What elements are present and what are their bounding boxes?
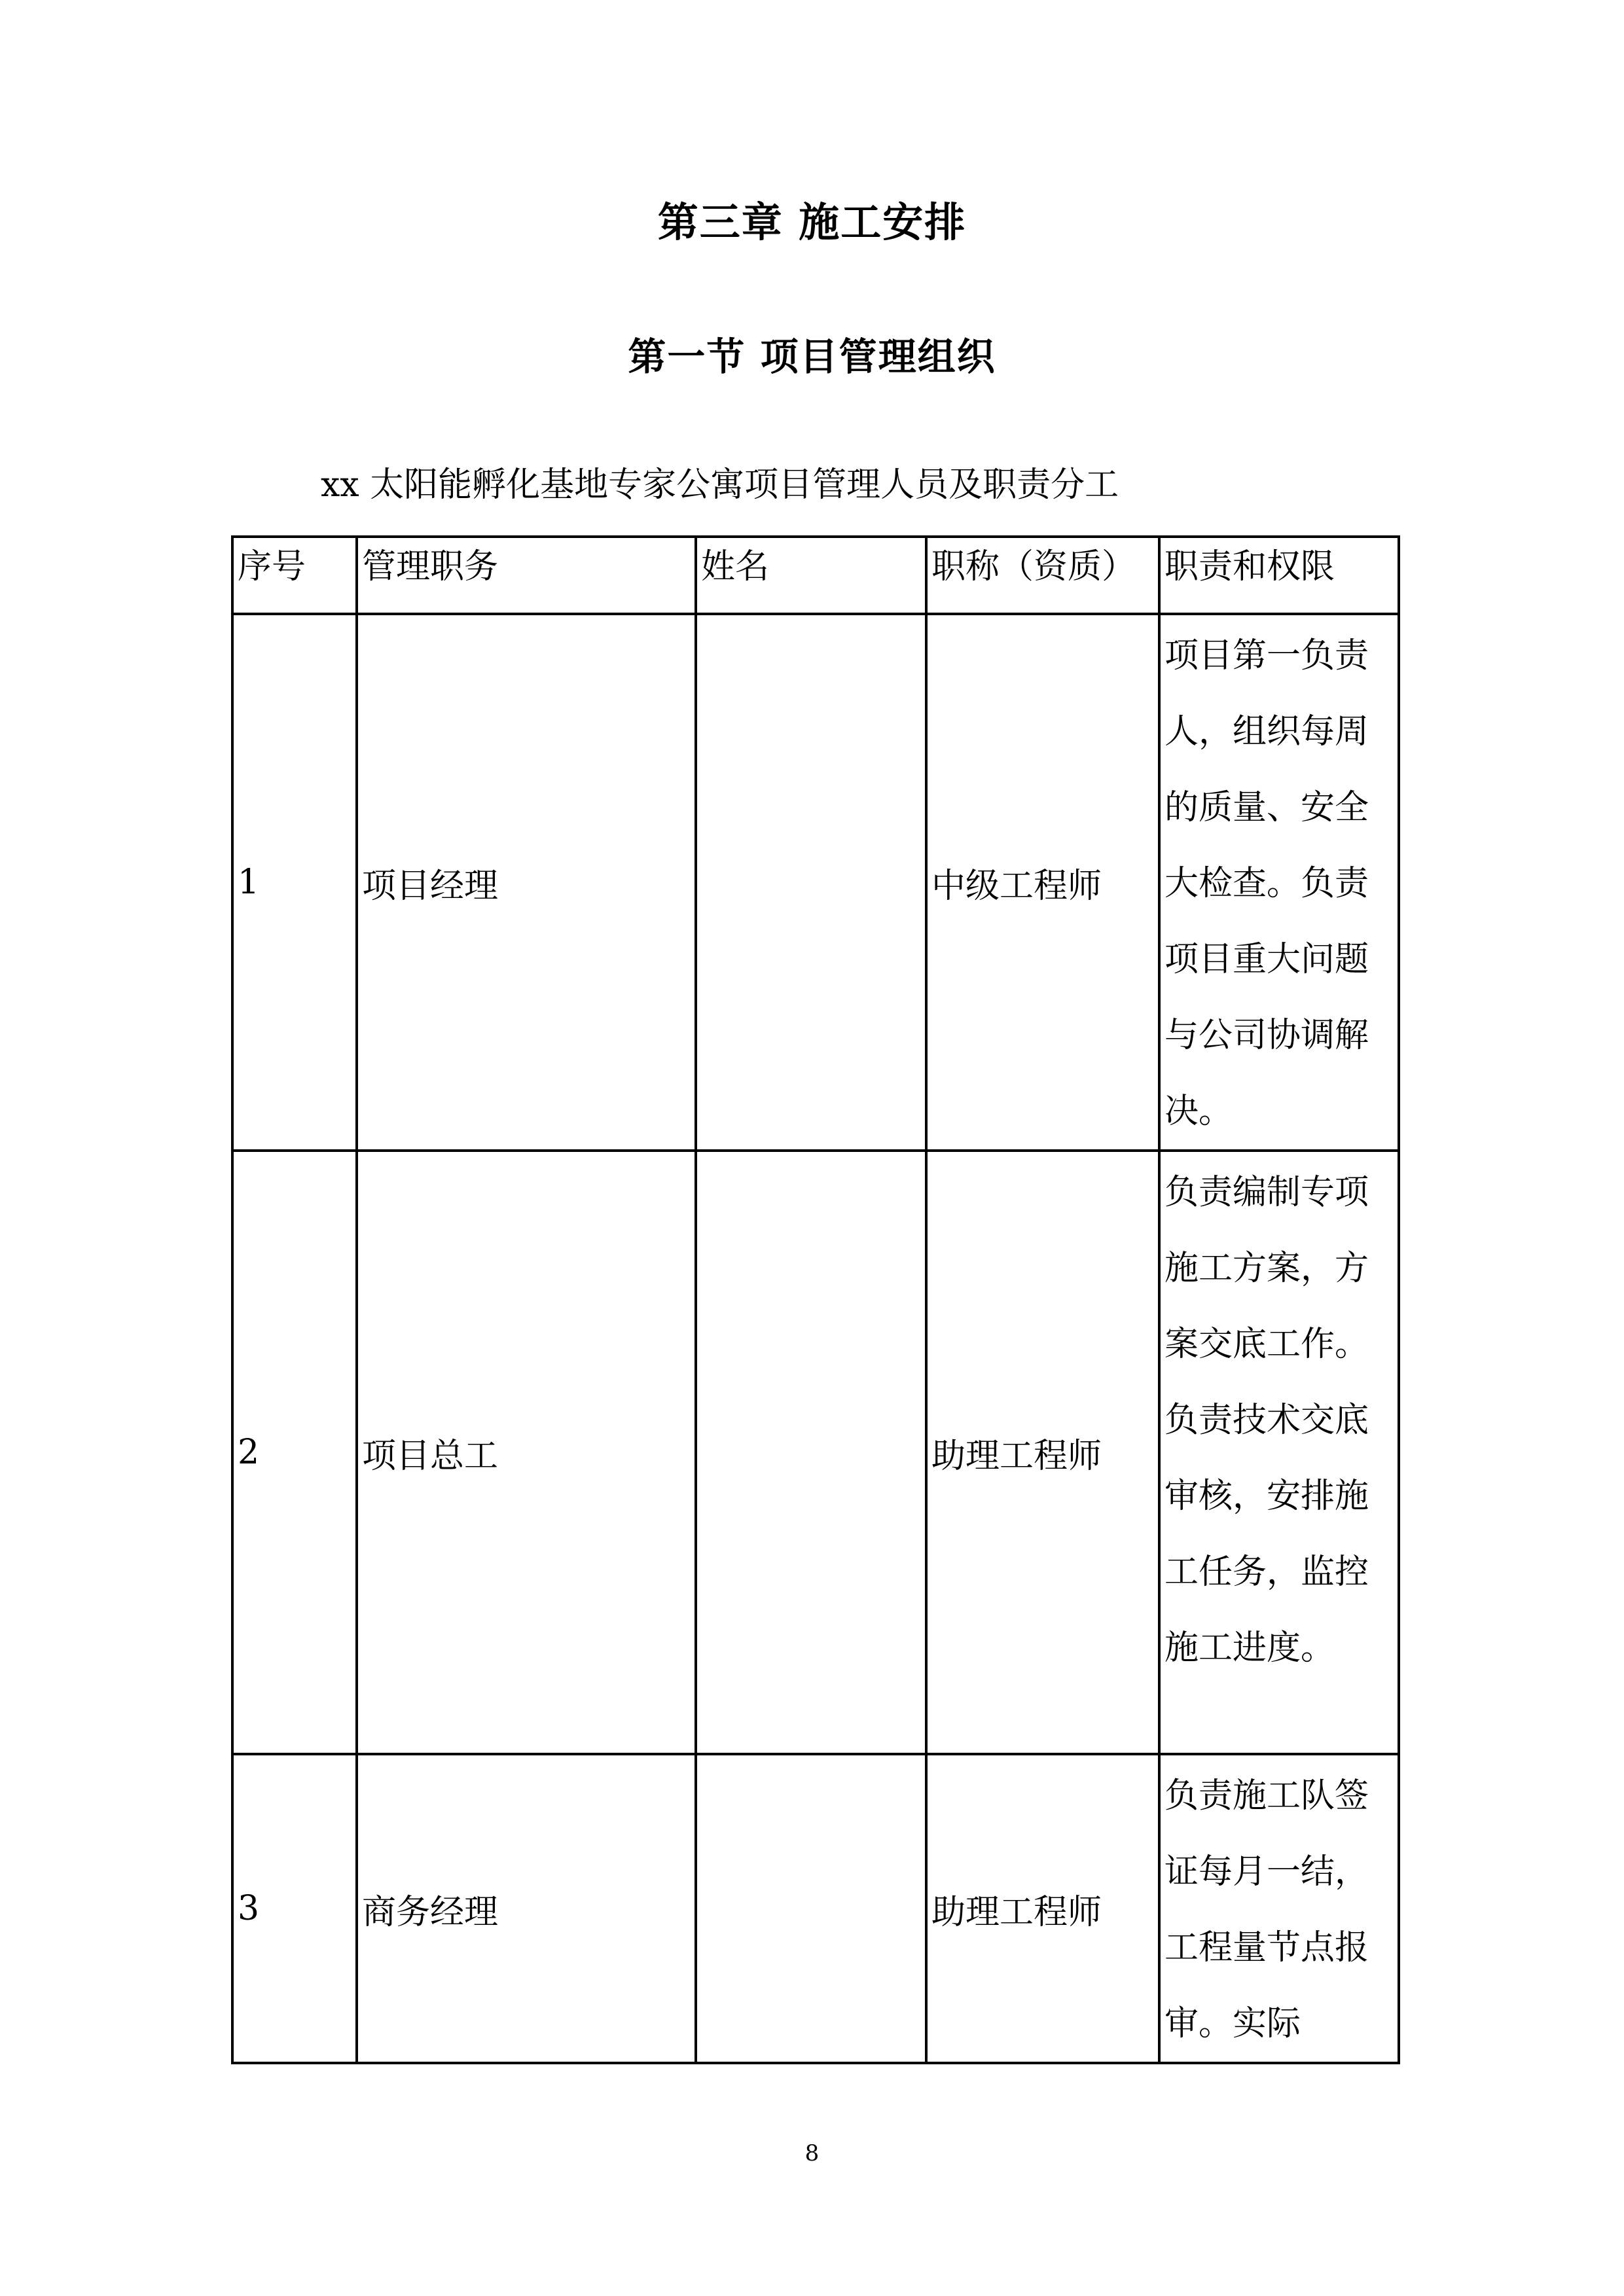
header-cell-position: 管理职务: [357, 537, 696, 614]
table-row: [232, 1754, 1399, 2063]
cell-no: 3: [232, 1754, 357, 2063]
cell-duties: 负责施工队签证每月一结，工程量节点报审。实际: [1159, 1754, 1399, 2063]
cell-name: [696, 1754, 926, 2063]
cell-duties: 项目第一负责人，组织每周的质量、安全大检查。负责项目重大问题与公司协调解决。: [1159, 614, 1399, 1151]
header-cell-title: 职称（资质）: [926, 537, 1159, 614]
cell-no: 2: [232, 1151, 357, 1754]
cell-position: 商务经理: [357, 1754, 696, 2063]
cell-name: [696, 614, 926, 1151]
table-row: [232, 1151, 1399, 1754]
chapter-title: 第三章 施工安排: [657, 198, 967, 246]
staff-responsibility-table: [231, 535, 1400, 2064]
table-header-row: [232, 537, 1399, 614]
table-caption: xx 太阳能孵化基地专家公寓项目管理人员及职责分工: [321, 465, 1119, 505]
cell-title: 助理工程师: [926, 1754, 1159, 2063]
page-number: 8: [804, 2140, 820, 2166]
header-cell-duties: 职责和权限: [1159, 537, 1399, 614]
cell-no: 1: [232, 614, 357, 1151]
header-cell-name: 姓名: [696, 537, 926, 614]
cell-title: 助理工程师: [926, 1151, 1159, 1754]
cell-position: 项目总工: [357, 1151, 696, 1754]
header-cell-no: 序号: [232, 537, 357, 614]
cell-name: [696, 1151, 926, 1754]
cell-position: 项目经理: [357, 614, 696, 1151]
table-row: [232, 614, 1399, 1151]
section-title: 第一节 项目管理组织: [628, 334, 996, 379]
cell-duties: 负责编制专项施工方案，方案交底工作。负责技术交底审核，安排施工任务，监控施工进度。: [1159, 1151, 1399, 1754]
cell-title: 中级工程师: [926, 614, 1159, 1151]
